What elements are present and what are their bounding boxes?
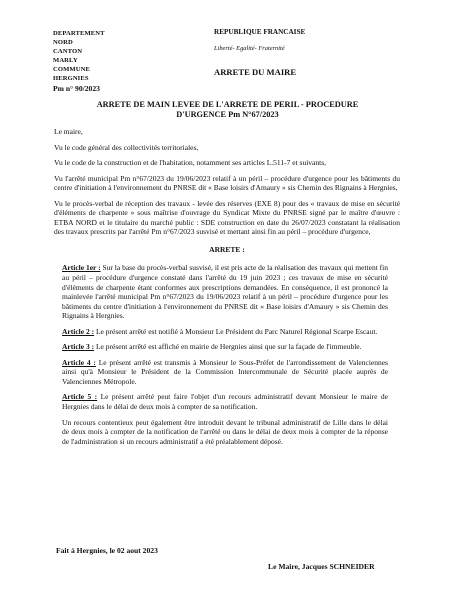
article-label: Article 5 : — [62, 392, 98, 402]
article-label: Article 1er : — [62, 263, 101, 273]
vu-paragraph-1: Vu le code général des collectivités territoriales, — [54, 142, 199, 152]
republic-motto: Liberté- Egalité- Fraternité — [214, 45, 285, 52]
header-line: HERGNIES — [53, 75, 89, 83]
article-4 — [54, 358, 400, 387]
vu-paragraph-4: Vu le procès-verbal de réception des travaux - levée des réserves (EXE 8) pour des « travaux de mise en sécurité d'éléments de charpente » sous maîtrise d'ouvrage du Syndicat Mixte du PNRSE signé par le maître d'œuvre : ETBA NORD et le titulaire du marché public : SDE construction en date du 26/07/2023 constatant la réalisation des travaux prescrits par l'arrêté Pm n°67/2023 susvisé et mettant ainsi fin au péril – procédure d'urgence, — [54, 198, 400, 237]
mayor-line: Le maire, — [54, 127, 83, 136]
decree-title: ARRETE DU MAIRE — [214, 67, 297, 77]
republic-label: REPUBLIQUE FRANCAISE — [214, 28, 306, 36]
article-text: Le présent arrêté peut faire l'objet d'un recours administratif devant Monsieur le maire de Hergnies dans le délai de deux mois à compter de sa notification. — [62, 392, 389, 412]
article-5 — [54, 392, 400, 411]
mayor-signature: Le Maire, Jacques SCHNEIDER — [268, 562, 375, 571]
article-label: Article 4 : — [62, 357, 96, 367]
header-line: NORD — [53, 39, 73, 47]
article-text: Le présent arrêté est transmis à Monsieur le Sous-Préfet de l'arrondissement de Valenciennes ainsi qu'à Monsieur le Président de la Commission Intercommunale de Sécurité placée auprès de Valenciennes Métropole. — [62, 357, 388, 386]
article-text: Le présent arrêté est affiché en mairie de Hergnies ainsi que sur la façade de l'immeuble. — [95, 342, 362, 352]
header-line: DEPARTEMENT — [53, 30, 105, 37]
article-1 — [54, 263, 400, 320]
article-text: Le présent arrêté est notifié à Monsieur Le Président du Parc Naturel Régional Scarpe Escaut. — [95, 326, 378, 336]
article-text: Sur la base du procès-verbal susvisé, il est pris acte de la réalisation des travaux qui mettent fin au péril – procédure d'urgence constaté dans l'arrêté du 19 juin 2023 ; ces travaux de mise en sécurité d'éléments de charpente étant conformes aux prescriptions demandées. En conséquence, il est prononcé la mainlevée l'arrêté municipal Pm n°67/2023 du 19/06/2023 relatif à un péril – procédure d'urgence pour les bâtiments du centre d'initiation à l'environnement du PNRSE dit « Base loisirs d'Amaury » sis Chemin des Rignains à Hergnies. — [62, 263, 388, 321]
title-line-2: D'URGENCE Pm N°67/2023 — [176, 110, 279, 120]
place-date: Fait à Hergnies, le 02 aout 2023 — [56, 546, 158, 555]
header-line: MARLY — [53, 57, 78, 65]
page-title — [40, 100, 415, 121]
arrete-heading: ARRETE : — [209, 244, 245, 254]
document-body — [54, 127, 400, 452]
article-label: Article 2 : — [62, 326, 95, 336]
administrative-header — [53, 29, 105, 84]
article-3 — [54, 342, 400, 352]
title-line-1: ARRETE DE MAIN LEVEE DE L'ARRETE DE PERIL - PROCEDURE — [96, 100, 359, 109]
pm-number: Pm n° 90/2023 — [53, 84, 100, 93]
vu-paragraph-2: Vu le code de la construction et de l'habitation, notamment ses articles L.511-7 et suivants, — [54, 158, 327, 168]
header-line: CANTON — [53, 48, 83, 56]
article-label: Article 3 : — [62, 342, 95, 352]
article-2 — [54, 327, 400, 337]
header-line: COMMUNE — [53, 66, 90, 74]
vu-paragraph-3: Vu l'arrêté municipal Pm n°67/2023 du 19/06/2023 relatif à un péril – procédure d'urgence pour les bâtiments du centre d'initiation à l'environnement du PNRSE dit « Base loisirs d'Amaury » sis Chemin des Rignains à Hergnies, — [54, 173, 400, 193]
recourse-paragraph: Un recours contentieux peut également être introduit devant le tribunal administratif de Lille dans le délai de deux mois à compter de la notification de l'arrêté ou dans le délai de deux mois à compter de la réponse de l'administration si un recours administratif a été préalablement déposé. — [62, 417, 388, 446]
